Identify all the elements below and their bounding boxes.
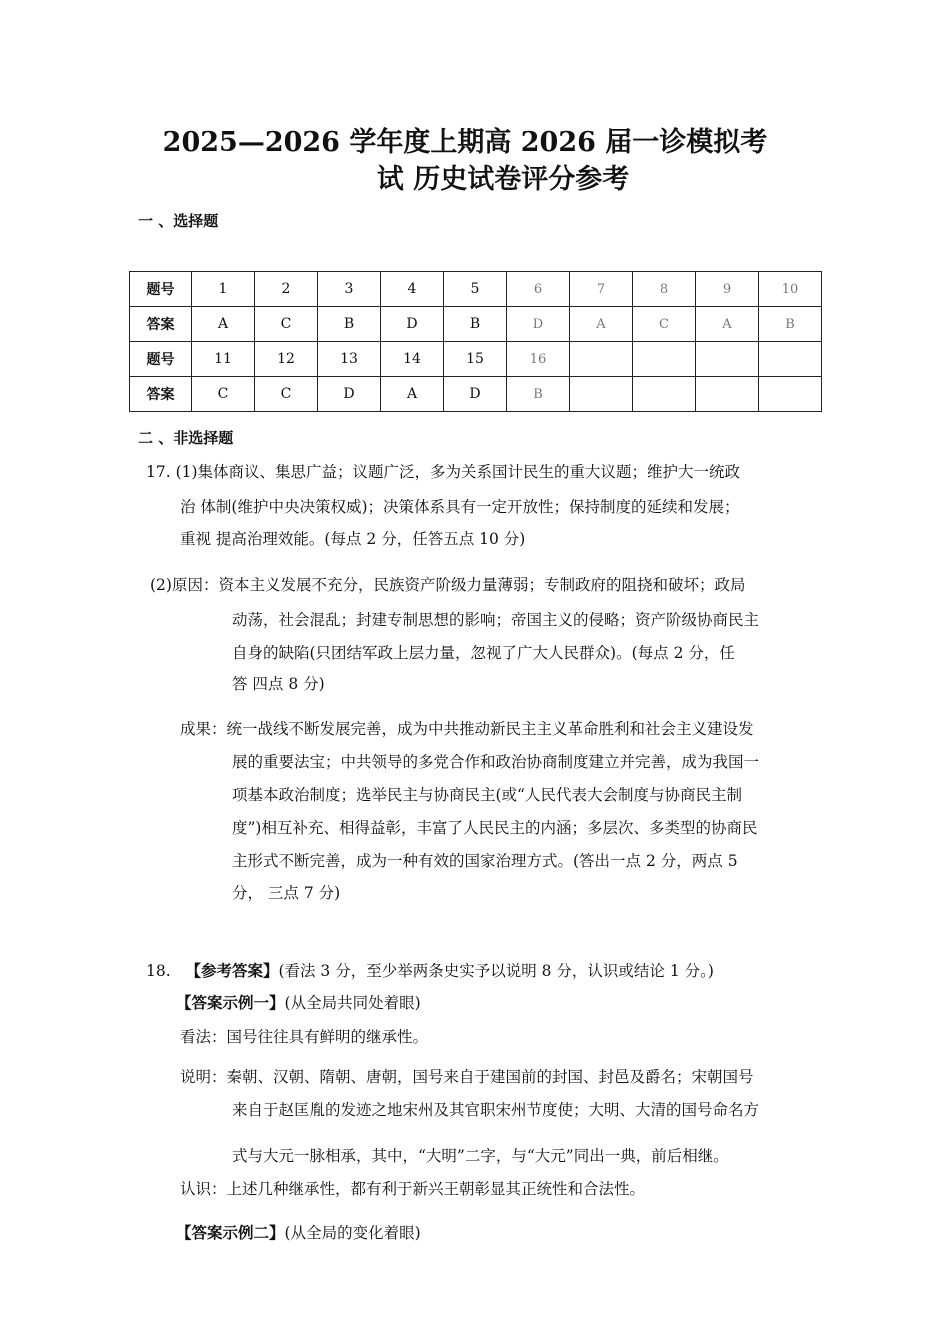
table-cell: 11: [192, 342, 255, 377]
q17-result-line3: 项基本政治制度；选举民主与协商民主(或“人民代表大会制度与协商民主制: [232, 786, 742, 804]
q18-example1-label: 【答案示例一】: [176, 993, 285, 1012]
q17-result-line4: 度”)相互补充、相得益彰，丰富了人民民主的内涵；多层次、多类型的协商民: [232, 819, 758, 837]
table-cell: 13: [318, 342, 381, 377]
table-cell: C: [192, 377, 255, 412]
page-title-line2: 试 历史试卷评分参考: [376, 164, 630, 195]
table-cell: [570, 342, 633, 377]
q17-part1-line3: 重视 提高治理效能。(每点 2 分，任答五点 10 分): [180, 530, 526, 548]
table-cell: [759, 377, 822, 412]
section-multiple-choice: 一 、选择题: [138, 212, 219, 230]
table-cell: [759, 342, 822, 377]
q18-example2-note: (从全局的变化着眼): [284, 1224, 421, 1242]
table-cell: 6: [507, 272, 570, 307]
table-cell: [633, 342, 696, 377]
table-cell: 8: [633, 272, 696, 307]
q18-heading: [146, 953, 714, 989]
answer-table: [129, 271, 822, 412]
table-cell: 15: [444, 342, 507, 377]
q17-result-line5: 主形式不断完善，成为一种有效的国家治理方式。(答出一点 2 分，两点 5: [232, 852, 738, 870]
table-cell: B: [318, 307, 381, 342]
table-cell: A: [696, 307, 759, 342]
table-cell: [633, 377, 696, 412]
page-title-line1: 2025—2026 学年度上期高 2026 届一诊模拟考: [162, 127, 768, 158]
table-cell: B: [444, 307, 507, 342]
table-cell: 2: [255, 272, 318, 307]
table-cell: C: [633, 307, 696, 342]
table-cell: [570, 377, 633, 412]
table-row: [130, 272, 822, 307]
table-cell: 12: [255, 342, 318, 377]
table-cell: B: [507, 377, 570, 412]
table-cell: [696, 377, 759, 412]
q18-number: 18.: [146, 962, 171, 980]
q17-reason-line2: 动荡，社会混乱；封建专制思想的影响；帝国主义的侵略；资产阶级协商民主: [232, 611, 760, 629]
table-row-header: 答案: [130, 307, 192, 342]
table-cell: C: [255, 307, 318, 342]
table-row-header: 题号: [130, 342, 192, 377]
q18-view: 看法：国号往往具有鲜明的继承性。: [180, 1028, 429, 1046]
q17-result-line1: 成果：统一战线不断发展完善，成为中共推动新民主主义革命胜利和社会主义建设发: [180, 720, 754, 738]
q17-result-line2: 展的重要法宝；中共领导的多党合作和政治协商制度建立并完善，成为我国一: [232, 753, 760, 771]
q18-example2-heading: [176, 1215, 421, 1251]
q18-example1-note: (从全局共同处着眼): [284, 994, 421, 1012]
table-cell: D: [318, 377, 381, 412]
q17-reason-line3: 自身的缺陷(只团结军政上层力量，忽视了广大人民群众)。(每点 2 分，任: [232, 644, 735, 662]
table-cell: D: [381, 307, 444, 342]
table-cell: B: [759, 307, 822, 342]
table-cell: C: [255, 377, 318, 412]
table-cell: D: [444, 377, 507, 412]
table-row-header: 答案: [130, 377, 192, 412]
q17-reason-line4: 答 四点 8 分): [232, 675, 325, 693]
table-row: [130, 342, 822, 377]
q18-scoring-note: (看法 3 分，至少举两条史实予以说明 8 分，认识或结论 1 分。): [278, 962, 714, 980]
table-cell: 10: [759, 272, 822, 307]
q17-result-line6: 分， 三点 7 分): [232, 884, 341, 902]
table-row: [130, 377, 822, 412]
q18-explain-line1: 说明：秦朝、汉朝、隋朝、唐朝，国号来自于建国前的封国、封邑及爵名；宋朝国号: [180, 1068, 754, 1086]
table-cell: A: [192, 307, 255, 342]
q18-answer-label: 【参考答案】: [185, 961, 279, 980]
table-cell: 16: [507, 342, 570, 377]
q18-understand: 认识：上述几种继承性，都有利于新兴王朝彰显其正统性和合法性。: [180, 1180, 646, 1198]
q18-explain-line3: 式与大元一脉相承，其中，“大明”二字，与“大元”同出一典，前后相继。: [232, 1147, 729, 1165]
table-cell: [696, 342, 759, 377]
q17-part1-line2: 治 体制(维护中央决策权威)；决策体系具有一定开放性；保持制度的延续和发展；: [180, 498, 740, 516]
table-cell: A: [381, 377, 444, 412]
table-cell: 7: [570, 272, 633, 307]
table-cell: 3: [318, 272, 381, 307]
q18-explain-line2: 来自于赵匡胤的发迹之地宋州及其官职宋州节度使；大明、大清的国号命名方: [232, 1101, 760, 1119]
table-cell: 4: [381, 272, 444, 307]
table-row: [130, 307, 822, 342]
table-cell: 1: [192, 272, 255, 307]
section-non-choice: 二 、非选择题: [138, 429, 234, 447]
table-cell: 14: [381, 342, 444, 377]
q17-part1-line1: 17. (1)集体商议、集思广益；议题广泛，多为关系国计民生的重大议题；维护大一统政: [146, 463, 741, 481]
table-cell: A: [570, 307, 633, 342]
table-cell: 5: [444, 272, 507, 307]
q18-example2-label: 【答案示例二】: [176, 1223, 285, 1242]
table-cell: D: [507, 307, 570, 342]
q17-reason-line1: (2)原因：资本主义发展不充分，民族资产阶级力量薄弱；专制政府的阻挠和破坏；政局: [150, 576, 746, 594]
table-row-header: 题号: [130, 272, 192, 307]
table-cell: 9: [696, 272, 759, 307]
q18-example1-heading: [176, 985, 421, 1021]
